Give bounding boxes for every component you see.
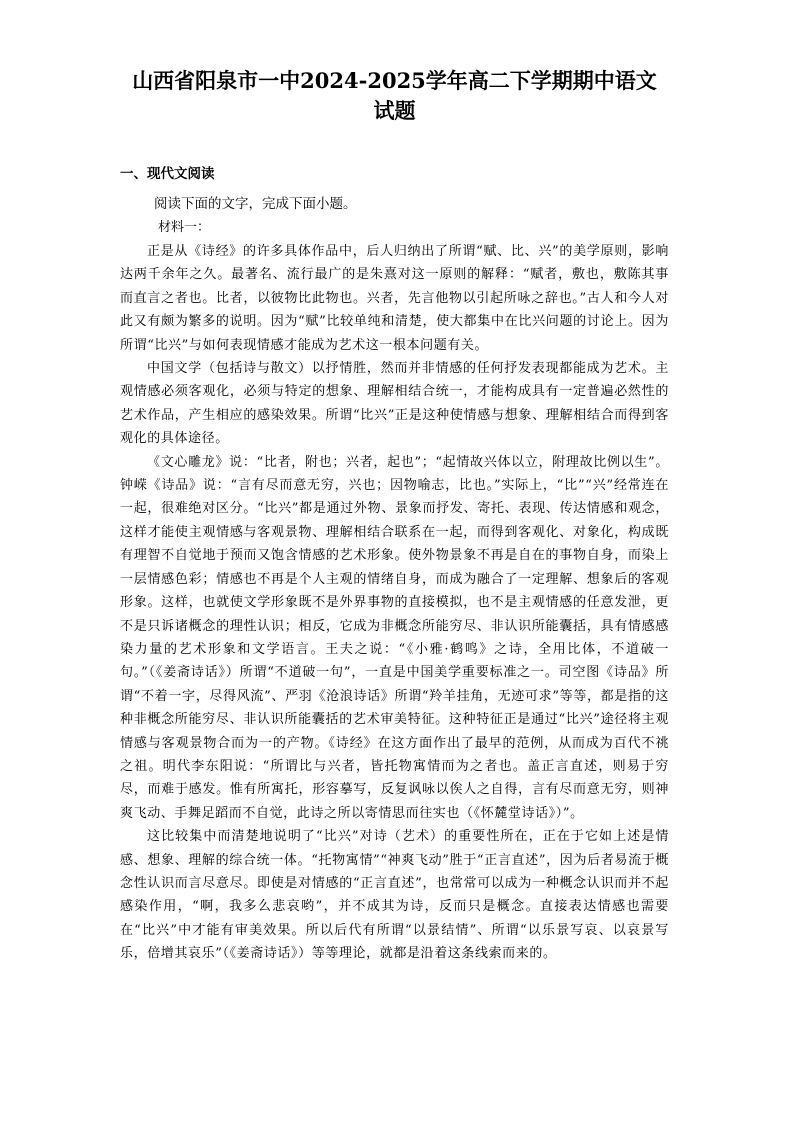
document-title: 山西省阳泉市一中2024-2025学年高二下学期期中语文试题 [132,68,657,123]
paragraph-4: 这比较集中而清楚地说明了“比兴”对诗（艺术）的重要性所在，正在于它如上述是情感、想象、理解的综合统一体。“托物寓情”“神爽飞动”胜于“正言直述”，因为后者易流于概念性认识而言尽意尽。即使是对情感的“正言直述”，也常常可以成为一种概念认识而并不起感染作用，“啊，我多么悲哀哟”，并不成其为诗，反而只是概念。直接表达情感也需要在“比兴”中才能有审美效果。所以后代有所谓“以景结情”、所谓“以乐景写哀、以哀景写乐，倍增其哀乐”（《姜斋诗话》）等等理论，就都是沿着这条线索而来的。 [120,829,669,962]
paragraph-3: 《文心雕龙》说：“比者，附也；兴者，起也”；“起情故兴体以立，附理故比例以生”。钟嵘《诗品》说：“言有尽而意无穷，兴也；因物喻志，比也。”实际上，“比”“兴”经常连在一起，很难绝对区分。“比兴”都是通过外物、景象而抒发、寄托、表现、传达情感和观念，这样才能使主观情感与客观景物、理解相结合联系在一起，而得到客观化、对象化，构成既有理智不自觉地于预而又饱含情感的艺术形象。使外物景象不再是自在的事物自身，而染上一层情感色彩；情感也不再是个人主观的情绪自身，而成为融合了一定理解、想象后的客观形象。这样，也就使文学形象既不是外界事物的直接模拟，也不是主观情感的任意发泄，更不是只诉诸概念的理性认识；相反，它成为非概念所能穷尽、非认识所能囊括，具有情感感染力量的艺术形象和文学语言。王夫之说：“《小雅·鹤鸣》之诗，全用比体，不道破一句。”（《姜斋诗话》）所谓“不道破一句”，一直是中国美学重要标准之一。司空图《诗品》所谓“不着一字，尽得风流”、严羽《沧浪诗话》所谓“羚羊挂角，无迹可求”等等，都是指的这种非概念所能穷尽、非认识所能囊括的艺术审美特征。这种特征正是通过“比兴”途径将主观情感与客观景物合而为一的产物。《诗经》在这方面作出了最早的范例，从而成为百代不祧之祖。明代李东阳说：“所谓比与兴者，皆托物寓情而为之者也。盖正言直述，则易于穷尽，而难于感发。惟有所寓托，形容摹写，反复讽咏以俟人之自得，言有尽而意无穷，则神爽飞动、手舞足蹈而不自觉，此诗之所以寄情思而往实也（《怀麓堂诗话》）”。 [120,454,669,821]
paragraph-1: 正是从《诗经》的许多具体作品中，后人归纳出了所谓“赋、比、兴”的美学原则，影响达两千余年之久。最著名、流行最广的是朱熹对这一原则的解释：“赋者，敷也，敷陈其事而直言之者也。比者，以彼物比此物也。兴者，先言他物以引起所咏之辞也。”古人和今人对此又有颇为繁多的说明。因为“赋”比较单纯和清楚，使大都集中在比兴问题的讨论上。因为所谓“比兴”与如何表现情感才能成为艺术这一根本问题有关。 [120,244,669,353]
paragraph-2: 中国文学（包括诗与散文）以抒情胜，然而并非情感的任何抒发表现都能成为艺术。主观情感必须客观化，必须与特定的想象、理解相结合统一，才能构成具有一定普遍必然性的艺术作品，产生相应的感染效果。所谓“比兴”正是这种使情感与想象、理解相结合而得到客观化的具体途径。 [120,361,669,447]
section-heading: 一、现代文阅读 [120,166,215,182]
material-body [120,240,669,966]
reading-instruction: 阅读下面的文字，完成下面小题。 [154,196,357,212]
material-label: 材料一： [158,220,211,235]
